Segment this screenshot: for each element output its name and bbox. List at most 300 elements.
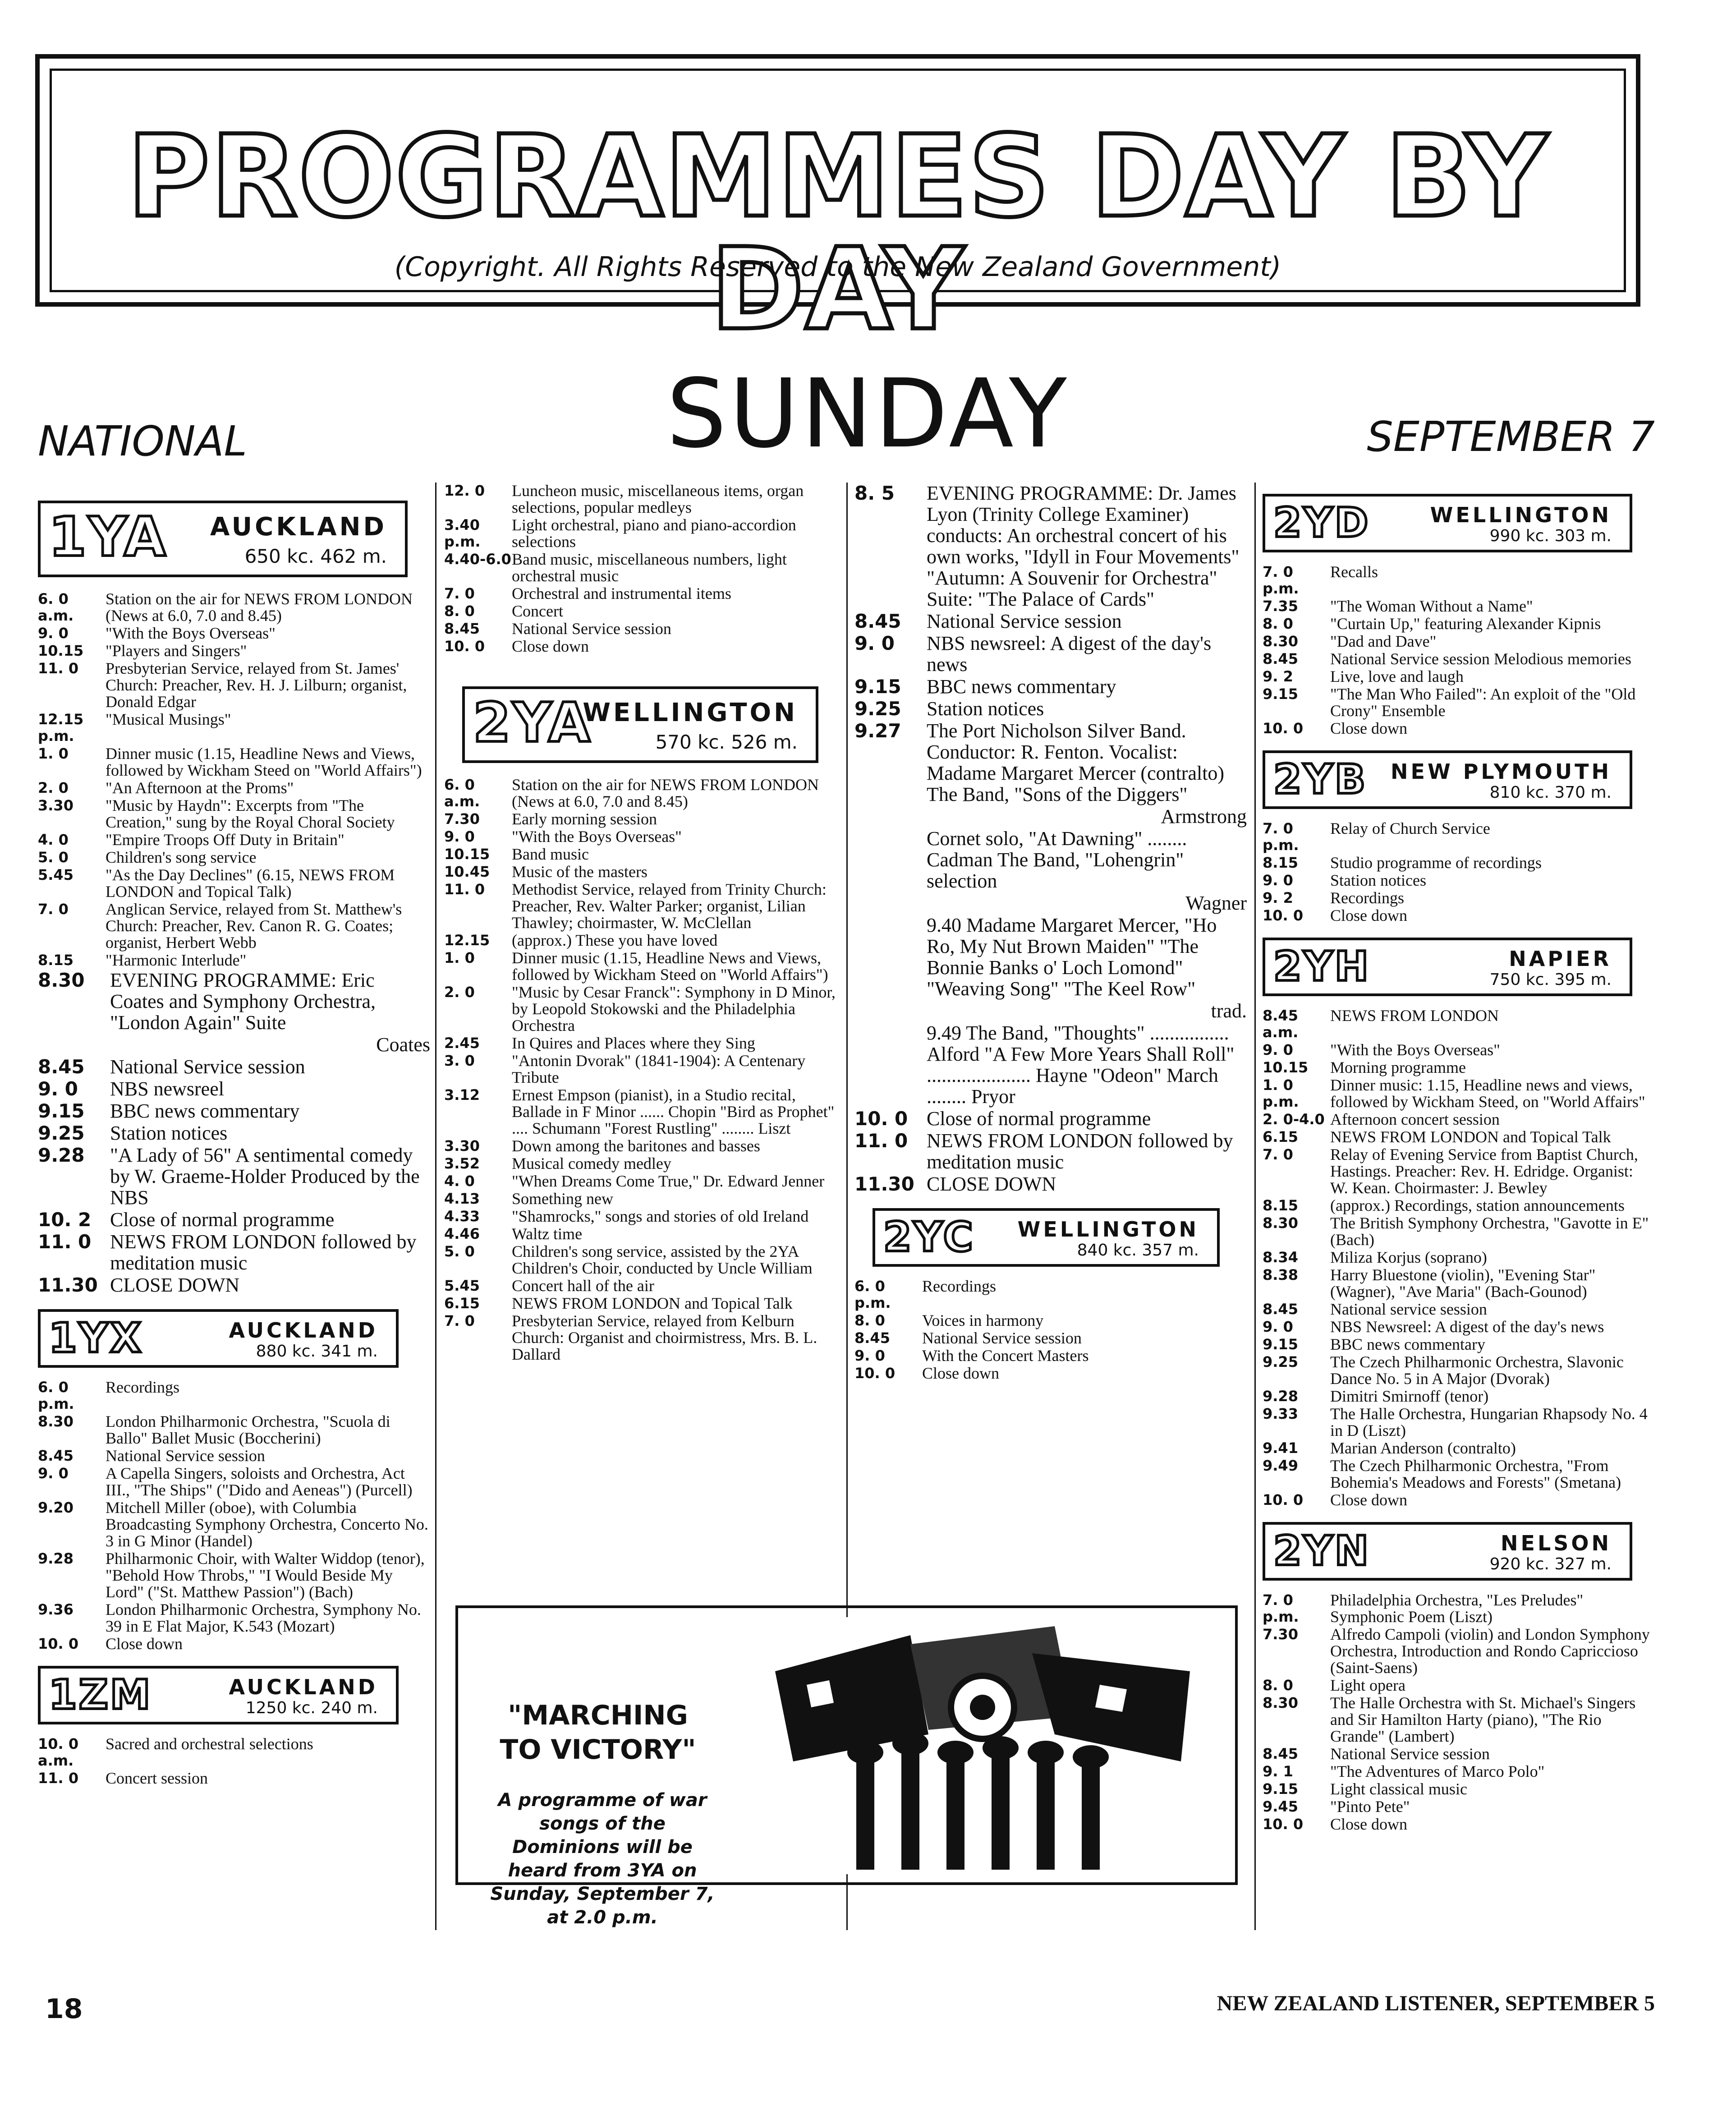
programme-time: 4.13 — [444, 1190, 480, 1207]
programme-time: 3.40 p.m. — [444, 516, 481, 550]
programme-item — [38, 1601, 430, 1635]
programme-time: 11.30 — [854, 1173, 914, 1195]
station-city: NAPIER — [1509, 947, 1612, 971]
station-city: WELLINGTON — [1017, 1217, 1199, 1241]
programme-description: CLOSE DOWN — [110, 1274, 240, 1296]
listing-2yn — [1263, 1592, 1650, 1833]
programme-description: 9.49 The Band, "Thoughts" ................ Alford "A Few More Years Shall Roll" ..................... Hayne "Odeon" March ........ Pryor — [927, 1022, 1235, 1108]
region-label: NATIONAL — [38, 417, 247, 465]
programme-description: Musical comedy medley — [512, 1154, 671, 1172]
programme-description: The British Symphony Orchestra, "Gavotte in E" (Bach) — [1330, 1214, 1649, 1249]
programme-item — [1263, 1129, 1650, 1145]
programme-time: 9. 0 — [1263, 872, 1293, 889]
programme-item — [38, 745, 430, 779]
programme-time: 9. 2 — [1263, 668, 1293, 685]
column-divider — [435, 483, 436, 1930]
advert-text: A programme of war songs of the Dominions will be heard from 3YA on Sunday, September 7, at 2.0 p.m. — [490, 1790, 715, 1928]
programme-item — [1263, 1626, 1650, 1676]
programme-time: 11. 0 — [854, 1130, 908, 1152]
programme-item — [854, 720, 1247, 805]
programme-description: "When Dreams Come True," Dr. Edward Jenner — [512, 1172, 825, 1190]
listing-1ya — [38, 591, 430, 969]
programme-time: 8. 5 — [854, 483, 895, 504]
programme-item — [1263, 1111, 1650, 1128]
programme-item — [444, 1155, 841, 1172]
programme-item — [1263, 1354, 1650, 1387]
station-header-1zm — [38, 1666, 399, 1724]
programme-description: "Pinto Pete" — [1330, 1798, 1410, 1816]
programme-description: Studio programme of recordings — [1330, 854, 1542, 872]
programme-time: 4. 0 — [444, 1172, 475, 1190]
programme-time: 11. 0 — [38, 660, 79, 677]
programme-item — [1263, 1319, 1650, 1335]
programme-time: 8. 0 — [854, 1312, 885, 1329]
programme-item — [444, 1208, 841, 1225]
date-label: SEPTEMBER 7 — [1367, 413, 1655, 461]
programme-description: Children's song service — [106, 848, 257, 866]
programme-description: "The Woman Without a Name" — [1330, 597, 1533, 615]
programme-time: 9. 0 — [38, 1078, 78, 1100]
programme-time: 9.36 — [38, 1601, 73, 1618]
programme-description: Afternoon concert session — [1330, 1110, 1500, 1128]
programme-description: National Service session — [512, 620, 671, 638]
programme-description: National Service session — [1330, 1745, 1490, 1763]
programme-description: NEWS FROM LONDON and Topical Talk — [1330, 1128, 1611, 1146]
programme-item — [38, 1078, 430, 1099]
station-frequency: 990 kc. 303 m. — [1489, 527, 1612, 545]
programme-item — [38, 952, 430, 969]
programme-item — [444, 1278, 841, 1294]
programme-description: Close down — [1330, 719, 1407, 737]
programme-time: 6. 0 a.m. — [444, 776, 480, 810]
programme-description: Station notices — [1330, 871, 1426, 889]
programme-item — [444, 881, 841, 931]
programme-time: 8.45 — [854, 1329, 890, 1347]
programme-description: Down among the baritones and basses — [512, 1137, 760, 1155]
programme-time: 4.40-6.0 — [444, 551, 511, 568]
programme-item — [38, 1122, 430, 1144]
programme-time: 10. 0 — [38, 1635, 79, 1652]
programme-item — [1263, 1336, 1650, 1353]
programme-time — [854, 915, 927, 999]
programme-time: 9. 0 — [38, 625, 69, 642]
programme-time: 10. 2 — [38, 1209, 92, 1231]
station-city: NEW PLYMOUTH — [1391, 759, 1612, 784]
programme-item — [1263, 890, 1650, 906]
programme-description: The Halle Orchestra, Hungarian Rhapsody No. 4 in D (Liszt) — [1330, 1405, 1648, 1439]
programme-item — [38, 1636, 430, 1652]
programme-description: NEWS FROM LONDON followed by meditation music — [110, 1231, 417, 1274]
programme-item — [444, 621, 841, 637]
programme-item — [1263, 1146, 1650, 1196]
programme-item — [1263, 686, 1650, 719]
programme-time: 10. 0 a.m. — [38, 1735, 79, 1769]
programme-item — [1263, 1592, 1650, 1625]
programme-time: 8.45 — [38, 1056, 85, 1078]
station-callsign: 2YA — [473, 692, 592, 754]
programme-time: 8. 0 — [444, 602, 475, 620]
programme-item — [1263, 1440, 1650, 1457]
programme-time: 9.28 — [1263, 1388, 1298, 1405]
programme-item — [1263, 907, 1650, 924]
programme-time: 7.30 — [1263, 1626, 1298, 1643]
programme-item — [1263, 1301, 1650, 1318]
station-city: NELSON — [1501, 1531, 1612, 1555]
programme-time: 11. 0 — [444, 881, 485, 898]
programme-time: 8.15 — [38, 952, 73, 969]
programme-time: 7. 0 p.m. — [1263, 1591, 1299, 1625]
programme-item — [444, 864, 841, 880]
programme-time: 7. 0 — [38, 901, 69, 918]
programme-item — [1263, 820, 1650, 854]
programme-time: 9.15 — [38, 1100, 85, 1122]
programme-time: 10. 0 — [1263, 720, 1304, 737]
composer-credit: trad. — [1211, 1000, 1247, 1022]
programme-description: Band music, miscellaneous numbers, light orchestral music — [512, 550, 787, 585]
programme-description: Luncheon music, miscellaneous items, organ selections, popular medleys — [512, 483, 804, 516]
programme-time: 8.30 — [38, 969, 85, 991]
programme-time: 9. 0 — [1263, 1041, 1293, 1058]
programme-item — [38, 1736, 430, 1769]
programme-description: NBS newsreel: A digest of the day's news — [927, 632, 1212, 676]
programme-description: Light orchestral, piano and piano-accordion selections — [512, 516, 796, 551]
programme-description: BBC news commentary — [1330, 1335, 1485, 1353]
programme-description: National Service session — [110, 1056, 305, 1078]
programme-description: NBS Newsreel: A digest of the day's news — [1330, 1318, 1604, 1336]
programme-description: "With the Boys Overseas" — [106, 624, 276, 642]
programme-description: Close down — [922, 1364, 999, 1382]
programme-time: 9.20 — [38, 1499, 73, 1516]
programme-item — [444, 828, 841, 845]
programme-item — [1263, 616, 1650, 632]
programme-description: Close down — [1330, 906, 1407, 924]
programme-item — [444, 932, 841, 949]
programme-time: 9.15 — [1263, 1780, 1298, 1798]
programme-time — [854, 828, 927, 892]
programme-description: Light classical music — [1330, 1780, 1467, 1798]
programme-item — [1263, 1042, 1650, 1058]
station-frequency: 750 kc. 395 m. — [1489, 970, 1612, 989]
programme-description: "The Man Who Failed": An exploit of the "Old Crony" Ensemble — [1330, 685, 1636, 720]
programme-time: 2. 0 — [38, 779, 69, 796]
programme-time: 9. 0 — [444, 828, 475, 845]
programme-time: 9.27 — [854, 720, 901, 742]
programme-time: 7. 0 p.m. — [1263, 563, 1299, 597]
programme-description: Dinner music (1.15, Headline News and Views, followed by Wickham Steed on "World Affairs") — [106, 745, 422, 779]
programme-item — [1263, 1388, 1650, 1405]
programme-time: 6.15 — [444, 1295, 480, 1312]
station-callsign: 1YA — [49, 506, 168, 569]
programme-time: 2.45 — [444, 1035, 480, 1052]
programme-description: NEWS FROM LONDON — [1330, 1007, 1499, 1025]
programme-item — [444, 483, 841, 516]
programme-description: Dinner music (1.15, Headline News and Views, followed by Wickham Steed on "World Affairs") — [512, 949, 828, 984]
programme-time: 10.45 — [444, 863, 490, 880]
programme-description: Anglican Service, relayed from St. Matthew's Church: Preacher, Rev. Canon R. G. Coates; organist, Herbert Webb — [106, 900, 402, 952]
programme-description: NEWS FROM LONDON followed by meditation music — [927, 1130, 1233, 1173]
programme-time: 9. 1 — [1263, 1763, 1293, 1780]
programme-item — [444, 1035, 841, 1052]
programme-description: NBS newsreel — [110, 1078, 224, 1100]
programme-description: Band music — [512, 845, 589, 863]
station-header-2yn — [1263, 1522, 1632, 1581]
station-header-2yd — [1263, 494, 1632, 552]
programme-item — [1263, 1798, 1650, 1815]
programme-time: 8.45 — [854, 610, 901, 632]
programme-time: 8.30 — [1263, 1214, 1298, 1232]
programme-description: "Antonin Dvorak" (1841-1904): A Centenary Tribute — [512, 1052, 806, 1086]
programme-time: 11. 0 — [38, 1231, 92, 1253]
station-header-2yh — [1263, 938, 1632, 996]
programme-time: 9. 0 — [854, 1347, 885, 1364]
programme-description: Close of normal programme — [110, 1209, 335, 1231]
programme-description: BBC news commentary — [927, 676, 1116, 698]
programme-description: Station notices — [927, 698, 1044, 720]
programme-description: Station notices — [110, 1122, 228, 1144]
programme-time: 8.15 — [1263, 854, 1298, 871]
programme-item — [38, 643, 430, 659]
programme-item — [444, 1226, 841, 1242]
masthead-inner-border — [50, 69, 1626, 355]
station-city: AUCKLAND — [229, 1318, 378, 1343]
publication-footer: NEW ZEALAND LISTENER, SEPTEMBER 5 — [1217, 1991, 1655, 2015]
programme-item — [38, 1379, 430, 1412]
station-frequency: 840 kc. 357 m. — [1077, 1241, 1199, 1260]
programme-time: 9.28 — [38, 1550, 73, 1567]
programme-time: 9. 0 — [38, 1465, 69, 1482]
programme-description: "An Afternoon at the Proms" — [106, 779, 294, 797]
programme-time: 8. 0 — [1263, 1677, 1293, 1694]
composer-credit: Armstrong — [1161, 805, 1247, 828]
programme-item — [1263, 1492, 1650, 1508]
programme-item — [1263, 1215, 1650, 1248]
programme-time: 8.38 — [1263, 1266, 1298, 1283]
programme-description: Dimitri Smirnoff (tenor) — [1330, 1387, 1489, 1405]
programme-description: CLOSE DOWN — [927, 1173, 1056, 1195]
programme-item — [1263, 1746, 1650, 1762]
advert-title: "MARCHING TO VICTORY" — [500, 1700, 696, 1766]
programme-description: Close down — [1330, 1491, 1407, 1509]
programme-description: Live, love and laugh — [1330, 667, 1464, 685]
programme-time: 9.15 — [1263, 685, 1298, 703]
copyright-notice: (Copyright. All Rights Reserved to the New Zealand Government) — [394, 251, 1281, 283]
programme-item — [38, 1550, 430, 1600]
programme-description: Dinner music: 1.15, Headline news and views, followed by Wickham Steed, on "World Affairs" — [1330, 1076, 1645, 1111]
programme-time: 12.15 — [444, 932, 490, 949]
masthead — [35, 54, 1640, 355]
programme-description: EVENING PROGRAMME: Eric Coates and Symphony Orchestra, "London Again" Suite — [110, 969, 376, 1034]
programme-description: Marian Anderson (contralto) — [1330, 1439, 1516, 1457]
programme-item — [38, 901, 430, 951]
programme-item — [854, 1312, 1247, 1329]
programme-description: National Service session — [106, 1447, 265, 1465]
programme-item — [38, 970, 430, 1033]
programme-item — [38, 711, 430, 745]
programme-description: (approx.) Recordings, station announcements — [1330, 1196, 1625, 1214]
programme-time: 10.15 — [1263, 1059, 1309, 1076]
station-callsign: 2YN — [1273, 1527, 1371, 1575]
programme-item — [1263, 1406, 1650, 1439]
programme-time: 6. 0 p.m. — [854, 1278, 891, 1311]
programme-item — [1263, 1781, 1650, 1798]
programme-item — [854, 1108, 1247, 1129]
programme-time: 9. 0 — [854, 632, 895, 654]
programme-item — [1263, 1816, 1650, 1833]
column-4 — [1263, 483, 1650, 1935]
programme-description: "Music by Haydn": Excerpts from "The Creation," sung by the Royal Choral Society — [106, 796, 395, 831]
programme-description: The Port Nicholson Silver Band. Conductor: R. Fenton. Vocalist: Madame Margaret Mercer (contralto) The Band, "Sons of the Diggers" — [927, 720, 1225, 805]
programme-item — [38, 1145, 430, 1208]
composer-credit: Coates — [376, 1034, 430, 1056]
programme-time: 5. 0 — [444, 1243, 475, 1260]
programme-item — [38, 797, 430, 831]
programme-description: Presbyterian Service, relayed from Kelburn Church: Organist and choirmistress, Mrs. B. L. Dallard — [512, 1312, 817, 1363]
programme-item — [1263, 668, 1650, 685]
programme-description: NEWS FROM LONDON and Topical Talk — [512, 1294, 793, 1312]
programme-time: 5.45 — [444, 1277, 480, 1294]
programme-item — [444, 777, 841, 810]
programme-description: London Philharmonic Orchestra, "Scuola di Ballo" Ballet Music (Boccherini) — [106, 1412, 390, 1447]
programme-time: 8.45 — [38, 1447, 73, 1464]
programme-description: Waltz time — [512, 1225, 583, 1243]
programme-time: 1. 0 — [444, 949, 475, 966]
programme-item — [38, 832, 430, 848]
programme-time: 8.30 — [1263, 1694, 1298, 1711]
programme-description: Close down — [512, 637, 589, 655]
programme-time: 1. 0 p.m. — [1263, 1076, 1299, 1110]
programme-item — [1263, 1197, 1650, 1214]
programme-item — [1263, 1458, 1650, 1491]
programme-time: 2. 0-4.0 — [1263, 1111, 1325, 1128]
programme-description: "Shamrocks," songs and stories of old Ireland — [512, 1207, 809, 1225]
programme-description: Alfredo Campoli (violin) and London Symphony Orchestra, Introduction and Rondo Capriccioso (Saint-Saens) — [1330, 1625, 1650, 1677]
programme-item — [1263, 1763, 1650, 1780]
programme-item — [1263, 633, 1650, 650]
programme-description: Ernest Empson (pianist), in a Studio recital, Ballade in F Minor ...... Chopin "Bird as Prophet" .... Schumann "Forest Rustling" ........ Liszt — [512, 1086, 835, 1137]
programme-description: EVENING PROGRAMME: Dr. James Lyon (Trinity College Examiner) conducts: An orchestral concert of his own works, "Idyll in Four Movements" "Autumn: A Souvenir for Orchestra" Suite: "The Palace of Cards" — [927, 483, 1240, 610]
programme-item — [1263, 855, 1650, 871]
station-city: AUCKLAND — [210, 512, 387, 542]
programme-time: 7. 0 — [1263, 1146, 1293, 1163]
programme-time: 2. 0 — [444, 984, 475, 1001]
station-frequency: 650 kc. 462 m. — [244, 545, 387, 567]
listing-2yh — [1263, 1007, 1650, 1508]
programme-description: Concert hall of the air — [512, 1277, 654, 1295]
programme-time: 9. 2 — [1263, 889, 1293, 906]
listing-1yx-continued — [444, 483, 841, 655]
programme-description: Recordings — [922, 1277, 996, 1295]
programme-time: 8.45 — [1263, 1301, 1298, 1318]
programme-item — [444, 984, 841, 1034]
programme-description: "Harmonic Interlude" — [106, 951, 247, 969]
programme-time: 3.52 — [444, 1155, 480, 1172]
programme-time: 9.41 — [1263, 1439, 1298, 1457]
programme-description: Recordings — [106, 1378, 179, 1396]
programme-time: 9.45 — [1263, 1798, 1298, 1815]
programme-description: "With the Boys Overseas" — [1330, 1041, 1500, 1059]
programme-time: 9.25 — [38, 1122, 85, 1144]
programme-time: 10.15 — [38, 642, 84, 659]
programme-item — [1263, 1267, 1650, 1300]
programme-description: Philadelphia Orchestra, "Les Preludes" Symphonic Poem (Liszt) — [1330, 1591, 1584, 1626]
listing-1ya-evening — [38, 970, 430, 1296]
programme-item — [444, 1191, 841, 1207]
programme-description: National Service session — [927, 610, 1122, 632]
programme-time: 11.30 — [38, 1274, 98, 1296]
programme-time: 4.33 — [444, 1208, 480, 1225]
programme-time: 7. 0 — [444, 1312, 475, 1329]
programme-time: 10.15 — [444, 846, 490, 863]
programme-item — [854, 1365, 1247, 1382]
station-header-1yx — [38, 1309, 399, 1368]
programme-item — [1263, 564, 1650, 597]
programme-item — [1263, 1007, 1650, 1041]
programme-item — [1263, 1249, 1650, 1266]
programme-time: 4. 0 — [38, 831, 69, 848]
programme-item — [1263, 872, 1650, 889]
programme-time: 8.34 — [1263, 1249, 1298, 1266]
programme-item — [38, 1056, 430, 1077]
programme-description: National Service session — [922, 1329, 1082, 1347]
programme-item — [38, 780, 430, 796]
programme-time: 12.15 p.m. — [38, 711, 84, 745]
programme-description: "As the Day Declines" (6.15, NEWS FROM LONDON and Topical Talk) — [106, 866, 395, 901]
programme-description: Cornet solo, "At Dawning" ........ Cadman The Band, "Lohengrin" selection — [927, 828, 1187, 892]
programme-item — [854, 483, 1247, 610]
programme-description: Voices in harmony — [922, 1311, 1044, 1329]
programme-time: 7.35 — [1263, 598, 1298, 615]
programme-item — [854, 1173, 1247, 1195]
station-header-1ya — [38, 501, 408, 577]
programme-item — [444, 1313, 841, 1363]
programme-description: "Dad and Dave" — [1330, 632, 1437, 650]
page-title: PROGRAMMES DAY BY DAY — [127, 111, 1548, 355]
programme-time: 4.46 — [444, 1225, 480, 1242]
programme-description: Mitchell Miller (oboe), with Columbia Broadcasting Symphony Orchestra, Concerto No. 3 in G Minor (Handel) — [106, 1499, 428, 1550]
programme-item — [444, 1087, 841, 1137]
listing-2ya-evening — [854, 483, 1247, 1195]
programme-item — [444, 638, 841, 655]
programme-item — [38, 1465, 430, 1499]
programme-item — [854, 676, 1247, 697]
column-divider — [1254, 483, 1256, 1930]
listing-1zm — [38, 1736, 430, 1787]
programme-item — [38, 1770, 430, 1787]
programme-description: Early morning session — [512, 810, 657, 828]
programme-description: 9.40 Madame Margaret Mercer, "Ho Ro, My Nut Brown Maiden" "The Bonnie Banks o' Loch Lomond" "Weaving Song" "The Keel Row" — [927, 914, 1217, 1000]
programme-item — [854, 915, 1247, 999]
programme-description: Light opera — [1330, 1676, 1405, 1694]
programme-description: London Philharmonic Orchestra, Symphony No. 39 in E Flat Major, K.543 (Mozart) — [106, 1600, 421, 1635]
station-callsign: 2YC — [883, 1214, 975, 1261]
programme-time: 8.30 — [1263, 633, 1298, 650]
programme-description: Close down — [106, 1635, 183, 1653]
programme-description: With the Concert Masters — [922, 1347, 1089, 1365]
programme-time: 8.45 — [444, 620, 480, 637]
programme-description: Close of normal programme — [927, 1108, 1151, 1130]
programme-item — [38, 1209, 430, 1230]
programme-time: 11. 0 — [38, 1770, 79, 1787]
programme-time: 8.45 a.m. — [1263, 1007, 1299, 1041]
programme-item — [854, 698, 1247, 719]
programme-time: 10. 0 — [854, 1365, 896, 1382]
programme-item — [1263, 1695, 1650, 1745]
programme-item — [444, 811, 841, 828]
programme-item — [854, 633, 1247, 675]
programme-description: Close down — [1330, 1815, 1407, 1833]
programme-time: 9.25 — [854, 698, 901, 720]
programme-description: "The Adventures of Marco Polo" — [1330, 1762, 1545, 1780]
